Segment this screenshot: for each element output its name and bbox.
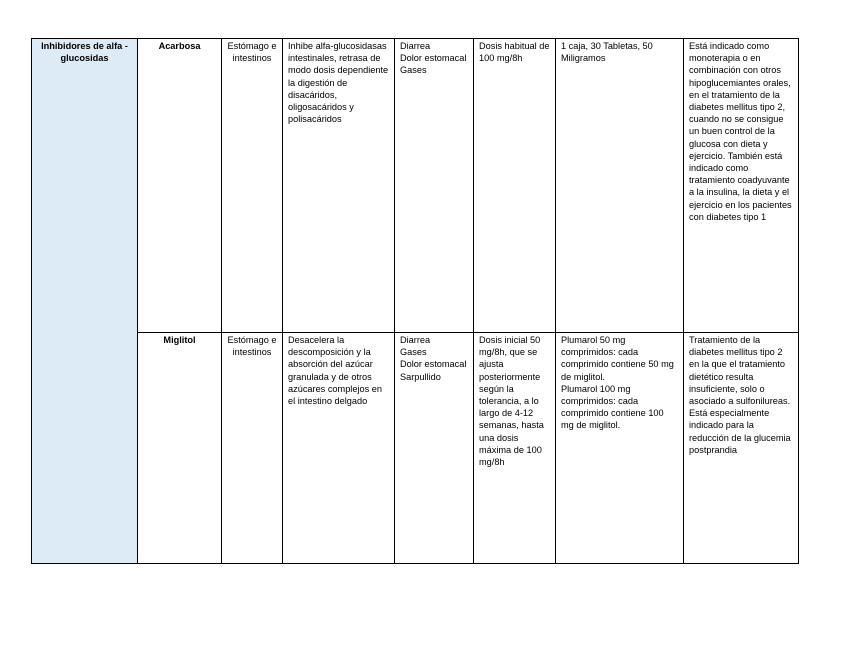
site-cell: Estómago e intestinos [222, 39, 283, 333]
mechanism-cell: Inhibe alfa-glucosidasas intestinales, retrasa de modo dosis dependiente la digestión de disacáridos, oligosacáridos y polisacáridos [283, 39, 395, 333]
drug-name-cell: Miglitol [138, 333, 222, 564]
dose-cell: Dosis inicial 50 mg/8h, que se ajusta posteriormente según la tolerancia, a lo largo de 4-12 semanas, hasta una dosis máxima de 100 mg/8h [474, 333, 556, 564]
presentation-cell: Plumarol 50 mg comprimidos: cada comprimido contiene 50 mg de miglitol. Plumarol 100 mg comprimidos: cada comprimido contiene 100 mg de miglitol. [556, 333, 684, 564]
mechanism-cell: Desacelera la descomposición y la absorción del azúcar granulada y de otros azúcares complejos en el intestino delgado [283, 333, 395, 564]
indication-cell: Tratamiento de la diabetes mellitus tipo 2 en la que el tratamiento dietético resulta insuficiente, solo o asociado a sulfonilureas. Está especialmente indicado para la reducción de la glucemia postprandia [684, 333, 799, 564]
indication-cell: Está indicado como monoterapia o en combinación con otros hipoglucemiantes orales, en el tratamiento de la diabetes mellitus tipo 2, cuando no se consigue un buen control de la glucosa con dieta y ejercicio. También está indicado como tratamiento coadyuvante a la insulina, la dieta y el ejercicio en los pacientes con diabetes tipo 1 [684, 39, 799, 333]
adverse-effects-cell: Diarrea Gases Dolor estomacal Sarpullido [395, 333, 474, 564]
table-row-acarbosa [32, 39, 799, 333]
dose-cell: Dosis habitual de 100 mg/8h [474, 39, 556, 333]
presentation-cell: 1 caja, 30 Tabletas, 50 Miligramos [556, 39, 684, 333]
drug-name-cell: Acarbosa [138, 39, 222, 333]
drug-class-cell: Inhibidores de alfa - glucosidas [32, 39, 138, 564]
adverse-effects-cell: Diarrea Dolor estomacal Gases [395, 39, 474, 333]
drug-table [31, 38, 799, 564]
site-cell: Estómago e intestinos [222, 333, 283, 564]
table-row-miglitol [32, 333, 799, 564]
